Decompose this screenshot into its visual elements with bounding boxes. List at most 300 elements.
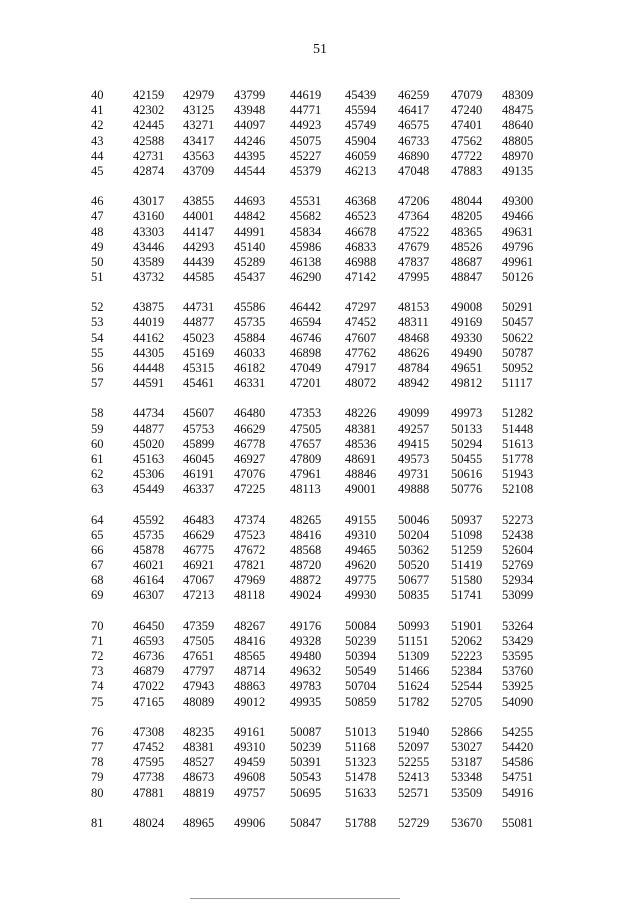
table-row xyxy=(0,88,640,103)
table-cell: 53670 xyxy=(451,815,483,830)
row-index: 62 xyxy=(91,467,104,482)
table-cell: 49651 xyxy=(451,361,483,375)
row-index: 78 xyxy=(91,755,104,770)
table-cell: 51943 xyxy=(502,467,534,482)
table-cell: 51323 xyxy=(345,755,377,770)
row-index: 61 xyxy=(91,451,104,466)
table-cell: 49328 xyxy=(290,633,322,648)
row-group xyxy=(0,513,640,604)
table-cell: 48365 xyxy=(451,224,483,239)
table-cell: 46164 xyxy=(133,573,165,588)
table-cell: 49001 xyxy=(345,482,377,497)
table-cell: 47523 xyxy=(234,527,266,542)
table-cell: 54751 xyxy=(502,770,534,785)
table-cell: 48846 xyxy=(345,467,377,482)
table-cell: 43446 xyxy=(133,239,165,254)
row-index: 57 xyxy=(91,376,104,391)
table-cell: 49930 xyxy=(345,588,377,603)
table-cell: 49796 xyxy=(502,239,534,254)
table-cell: 44842 xyxy=(234,209,266,224)
table-cell: 49757 xyxy=(234,785,266,800)
table-cell: 46442 xyxy=(290,300,322,315)
table-cell: 50046 xyxy=(398,512,430,527)
table-cell: 51901 xyxy=(451,618,483,633)
table-cell: 44305 xyxy=(133,345,165,360)
table-cell: 45586 xyxy=(234,300,266,315)
table-cell: 46775 xyxy=(183,542,215,557)
table-cell: 48113 xyxy=(290,482,321,497)
table-cell: 46746 xyxy=(290,330,322,345)
table-cell: 47505 xyxy=(290,421,322,436)
table-cell: 46879 xyxy=(133,664,165,679)
table-cell: 47917 xyxy=(345,361,377,375)
table-cell: 49973 xyxy=(451,406,483,421)
table-cell: 52544 xyxy=(451,679,483,694)
table-cell: 49620 xyxy=(345,558,377,573)
number-table xyxy=(0,88,640,846)
table-cell: 49008 xyxy=(451,300,483,315)
table-cell: 54255 xyxy=(502,724,534,739)
table-cell: 44591 xyxy=(133,376,165,391)
table-cell: 47651 xyxy=(183,649,215,663)
table-cell: 47297 xyxy=(345,300,377,315)
row-group xyxy=(0,406,640,497)
table-row xyxy=(0,725,640,740)
table-row xyxy=(0,816,640,831)
table-cell: 48153 xyxy=(398,300,430,315)
table-cell: 42979 xyxy=(183,88,215,102)
row-index: 80 xyxy=(91,785,104,800)
page-number: 51 xyxy=(313,42,327,57)
table-cell: 48265 xyxy=(290,512,322,527)
table-cell: 47797 xyxy=(183,664,215,679)
row-group xyxy=(0,194,640,285)
table-cell: 51633 xyxy=(345,785,377,800)
table-cell: 50835 xyxy=(398,588,430,603)
table-cell: 53925 xyxy=(502,679,534,694)
table-cell: 48805 xyxy=(502,133,534,148)
table-cell: 48536 xyxy=(345,436,377,451)
row-index: 68 xyxy=(91,573,104,588)
table-cell: 47595 xyxy=(133,755,165,770)
table-cell: 51282 xyxy=(502,406,534,421)
table-cell: 43303 xyxy=(133,224,165,239)
table-cell: 50616 xyxy=(451,467,483,482)
table-cell: 50937 xyxy=(451,512,483,527)
table-row xyxy=(0,452,640,467)
table-row xyxy=(0,331,640,346)
table-cell: 50457 xyxy=(502,315,534,330)
table-cell: 43709 xyxy=(183,163,215,178)
table-cell: 46594 xyxy=(290,315,322,330)
table-cell: 52223 xyxy=(451,649,483,663)
table-cell: 48416 xyxy=(290,527,322,542)
table-cell: 48872 xyxy=(290,573,322,588)
table-row xyxy=(0,361,640,376)
table-row xyxy=(0,634,640,649)
table-cell: 50952 xyxy=(502,361,534,375)
table-cell: 45461 xyxy=(183,376,215,391)
table-cell: 48072 xyxy=(345,376,377,391)
table-cell: 44448 xyxy=(133,361,165,375)
table-cell: 47142 xyxy=(345,270,377,285)
table-row xyxy=(0,755,640,770)
table-cell: 47821 xyxy=(234,558,266,573)
table-row xyxy=(0,209,640,224)
table-cell: 51419 xyxy=(451,558,483,573)
table-cell: 44395 xyxy=(234,148,266,163)
table-cell: 47562 xyxy=(451,133,483,148)
table-row xyxy=(0,255,640,270)
table-cell: 45449 xyxy=(133,482,165,497)
table-cell: 50239 xyxy=(290,739,322,754)
table-cell: 46138 xyxy=(290,254,322,269)
table-row xyxy=(0,619,640,634)
table-row xyxy=(0,467,640,482)
table-cell: 48267 xyxy=(234,618,266,633)
table-cell: 50695 xyxy=(290,785,322,800)
table-cell: 47022 xyxy=(133,679,165,694)
table-cell: 50084 xyxy=(345,618,377,633)
table-cell: 50677 xyxy=(398,573,430,588)
table-cell: 51788 xyxy=(345,815,377,830)
table-cell: 51940 xyxy=(398,724,430,739)
table-cell: 46483 xyxy=(183,512,215,527)
table-cell: 43948 xyxy=(234,103,266,118)
table-cell: 43799 xyxy=(234,88,266,102)
table-cell: 44585 xyxy=(183,270,215,285)
table-cell: 47213 xyxy=(183,588,215,603)
table-cell: 53595 xyxy=(502,649,534,663)
table-cell: 45227 xyxy=(290,148,322,163)
table-cell: 47679 xyxy=(398,239,430,254)
table-cell: 54420 xyxy=(502,739,534,754)
table-cell: 47364 xyxy=(398,209,430,224)
table-cell: 46045 xyxy=(183,451,215,466)
table-cell: 50520 xyxy=(398,558,430,573)
table-cell: 49310 xyxy=(234,739,266,754)
table-cell: 47359 xyxy=(183,618,215,633)
table-cell: 44991 xyxy=(234,224,266,239)
table-cell: 47809 xyxy=(290,451,322,466)
table-cell: 49310 xyxy=(345,527,377,542)
table-cell: 46898 xyxy=(290,345,322,360)
table-cell: 47961 xyxy=(290,467,322,482)
row-index: 58 xyxy=(91,406,104,421)
table-cell: 47201 xyxy=(290,376,322,391)
row-index: 52 xyxy=(91,300,104,315)
table-cell: 43855 xyxy=(183,194,215,209)
table-cell: 45379 xyxy=(290,163,322,178)
table-cell: 48475 xyxy=(502,103,534,118)
table-cell: 42445 xyxy=(133,118,165,133)
row-index: 49 xyxy=(91,239,104,254)
table-cell: 48784 xyxy=(398,361,430,375)
table-row xyxy=(0,103,640,118)
table-cell: 50204 xyxy=(398,527,430,542)
table-cell: 53429 xyxy=(502,633,534,648)
table-cell: 44771 xyxy=(290,103,322,118)
table-cell: 49465 xyxy=(345,542,377,557)
table-cell: 47401 xyxy=(451,118,483,133)
table-cell: 49161 xyxy=(234,724,266,739)
row-index: 74 xyxy=(91,679,104,694)
table-row xyxy=(0,376,640,391)
table-cell: 45531 xyxy=(290,194,322,209)
table-cell: 46417 xyxy=(398,103,430,118)
table-cell: 45986 xyxy=(290,239,322,254)
table-cell: 42731 xyxy=(133,148,165,163)
table-cell: 51168 xyxy=(345,739,376,754)
table-cell: 45163 xyxy=(133,451,165,466)
row-group xyxy=(0,619,640,710)
table-cell: 46890 xyxy=(398,148,430,163)
table-cell: 50549 xyxy=(345,664,377,679)
table-cell: 46778 xyxy=(234,436,266,451)
table-cell: 53264 xyxy=(502,618,534,633)
table-cell: 47995 xyxy=(398,270,430,285)
table-cell: 48381 xyxy=(183,739,215,754)
table-cell: 49300 xyxy=(502,194,534,209)
table-cell: 47049 xyxy=(290,361,322,375)
table-row xyxy=(0,422,640,437)
table-cell: 47225 xyxy=(234,482,266,497)
table-cell: 54586 xyxy=(502,755,534,770)
table-cell: 47607 xyxy=(345,330,377,345)
table-cell: 49632 xyxy=(290,664,322,679)
table-cell: 48640 xyxy=(502,118,534,133)
table-cell: 51466 xyxy=(398,664,430,679)
table-cell: 48044 xyxy=(451,194,483,209)
table-cell: 45594 xyxy=(345,103,377,118)
table-row xyxy=(0,300,640,315)
table-row xyxy=(0,406,640,421)
table-cell: 50993 xyxy=(398,618,430,633)
table-cell: 45439 xyxy=(345,88,377,102)
table-cell: 49257 xyxy=(398,421,430,436)
table-cell: 53348 xyxy=(451,770,483,785)
table-cell: 52705 xyxy=(451,694,483,709)
row-group xyxy=(0,88,640,179)
table-cell: 45735 xyxy=(133,527,165,542)
table-cell: 51741 xyxy=(451,588,483,603)
table-cell: 49608 xyxy=(234,770,266,785)
table-cell: 44246 xyxy=(234,133,266,148)
table-cell: 46480 xyxy=(234,406,266,421)
table-cell: 46927 xyxy=(234,451,266,466)
table-cell: 47452 xyxy=(133,739,165,754)
table-cell: 43271 xyxy=(183,118,215,133)
table-cell: 43732 xyxy=(133,270,165,285)
row-index: 47 xyxy=(91,209,104,224)
table-cell: 45884 xyxy=(234,330,266,345)
table-cell: 43589 xyxy=(133,254,165,269)
table-cell: 44162 xyxy=(133,330,165,345)
row-index: 50 xyxy=(91,254,104,269)
table-cell: 48863 xyxy=(234,679,266,694)
table-row xyxy=(0,134,640,149)
table-cell: 47883 xyxy=(451,163,483,178)
table-row xyxy=(0,543,640,558)
table-cell: 46833 xyxy=(345,239,377,254)
table-cell: 47837 xyxy=(398,254,430,269)
table-cell: 52273 xyxy=(502,512,534,527)
table-cell: 47240 xyxy=(451,103,483,118)
table-cell: 47079 xyxy=(451,88,483,102)
table-cell: 51259 xyxy=(451,542,483,557)
table-cell: 52062 xyxy=(451,633,483,648)
table-cell: 49961 xyxy=(502,254,534,269)
table-cell: 48118 xyxy=(234,588,265,603)
row-index: 76 xyxy=(91,724,104,739)
table-cell: 48235 xyxy=(183,724,215,739)
table-cell: 49169 xyxy=(451,315,483,330)
table-cell: 48965 xyxy=(183,815,215,830)
table-cell: 44544 xyxy=(234,163,266,178)
table-cell: 47505 xyxy=(183,633,215,648)
table-cell: 48673 xyxy=(183,770,215,785)
table-cell: 51778 xyxy=(502,451,534,466)
table-cell: 43417 xyxy=(183,133,215,148)
table-cell: 52604 xyxy=(502,542,534,557)
table-cell: 46523 xyxy=(345,209,377,224)
table-cell: 45289 xyxy=(234,254,266,269)
table-cell: 44097 xyxy=(234,118,266,133)
table-cell: 51098 xyxy=(451,527,483,542)
table-cell: 42302 xyxy=(133,103,165,118)
table-cell: 44877 xyxy=(133,421,165,436)
table-cell: 46307 xyxy=(133,588,165,603)
table-cell: 48311 xyxy=(398,315,429,330)
table-cell: 43875 xyxy=(133,300,165,315)
table-cell: 47165 xyxy=(133,694,165,709)
table-cell: 47672 xyxy=(234,542,266,557)
table-cell: 43017 xyxy=(133,194,165,209)
table-cell: 52255 xyxy=(398,755,430,770)
table-row xyxy=(0,664,640,679)
table-row xyxy=(0,770,640,785)
table-cell: 46213 xyxy=(345,163,377,178)
table-cell: 46059 xyxy=(345,148,377,163)
table-cell: 47943 xyxy=(183,679,215,694)
table-cell: 45899 xyxy=(183,436,215,451)
table-cell: 45075 xyxy=(290,133,322,148)
table-cell: 54090 xyxy=(502,694,534,709)
table-cell: 53760 xyxy=(502,664,534,679)
table-cell: 47722 xyxy=(451,148,483,163)
table-cell: 49573 xyxy=(398,451,430,466)
table-cell: 49330 xyxy=(451,330,483,345)
table-cell: 51613 xyxy=(502,436,534,451)
table-cell: 51151 xyxy=(398,633,429,648)
row-index: 51 xyxy=(91,270,104,285)
table-cell: 49135 xyxy=(502,163,534,178)
row-index: 48 xyxy=(91,224,104,239)
table-cell: 45753 xyxy=(183,421,215,436)
row-index: 46 xyxy=(91,194,104,209)
table-cell: 44147 xyxy=(183,224,215,239)
table-cell: 48568 xyxy=(290,542,322,557)
table-cell: 42588 xyxy=(133,133,165,148)
table-cell: 46736 xyxy=(133,649,165,663)
table-cell: 50543 xyxy=(290,770,322,785)
table-cell: 46450 xyxy=(133,618,165,633)
table-row xyxy=(0,225,640,240)
row-index: 41 xyxy=(91,103,104,118)
table-cell: 51478 xyxy=(345,770,377,785)
row-index: 64 xyxy=(91,512,104,527)
table-cell: 44019 xyxy=(133,315,165,330)
table-cell: 48714 xyxy=(234,664,266,679)
table-cell: 49415 xyxy=(398,436,430,451)
table-cell: 45437 xyxy=(234,270,266,285)
table-cell: 46629 xyxy=(183,527,215,542)
table-row xyxy=(0,588,640,603)
table-cell: 48024 xyxy=(133,815,165,830)
table-cell: 52097 xyxy=(398,739,430,754)
row-index: 77 xyxy=(91,739,104,754)
table-cell: 49012 xyxy=(234,694,266,709)
row-index: 81 xyxy=(91,815,104,830)
table-cell: 51117 xyxy=(502,376,533,391)
table-cell: 52934 xyxy=(502,573,534,588)
table-cell: 45023 xyxy=(183,330,215,345)
table-row xyxy=(0,315,640,330)
table-cell: 50362 xyxy=(398,542,430,557)
table-cell: 47048 xyxy=(398,163,430,178)
row-index: 45 xyxy=(91,163,104,178)
row-index: 60 xyxy=(91,436,104,451)
table-cell: 46678 xyxy=(345,224,377,239)
table-cell: 50787 xyxy=(502,345,534,360)
row-index: 69 xyxy=(91,588,104,603)
table-cell: 54916 xyxy=(502,785,534,800)
row-index: 70 xyxy=(91,618,104,633)
table-cell: 49783 xyxy=(290,679,322,694)
table-cell: 46033 xyxy=(234,345,266,360)
table-cell: 45904 xyxy=(345,133,377,148)
table-cell: 50087 xyxy=(290,724,322,739)
table-row xyxy=(0,573,640,588)
row-group xyxy=(0,816,640,831)
table-cell: 52108 xyxy=(502,482,534,497)
table-cell: 50847 xyxy=(290,815,322,830)
table-row xyxy=(0,164,640,179)
table-cell: 45315 xyxy=(183,361,215,375)
row-index: 53 xyxy=(91,315,104,330)
table-cell: 46259 xyxy=(398,88,430,102)
table-cell: 50133 xyxy=(451,421,483,436)
table-row xyxy=(0,118,640,133)
table-cell: 48089 xyxy=(183,694,215,709)
table-cell: 53509 xyxy=(451,785,483,800)
table-cell: 48847 xyxy=(451,270,483,285)
table-cell: 49466 xyxy=(502,209,534,224)
table-cell: 49631 xyxy=(502,224,534,239)
row-index: 44 xyxy=(91,148,104,163)
table-cell: 44731 xyxy=(183,300,215,315)
row-index: 40 xyxy=(91,88,104,102)
table-cell: 46733 xyxy=(398,133,430,148)
table-cell: 49490 xyxy=(451,345,483,360)
table-cell: 47969 xyxy=(234,573,266,588)
table-cell: 48526 xyxy=(451,239,483,254)
table-cell: 43563 xyxy=(183,148,215,163)
table-cell: 50859 xyxy=(345,694,377,709)
table-cell: 47452 xyxy=(345,315,377,330)
table-cell: 49459 xyxy=(234,755,266,770)
table-cell: 50704 xyxy=(345,679,377,694)
